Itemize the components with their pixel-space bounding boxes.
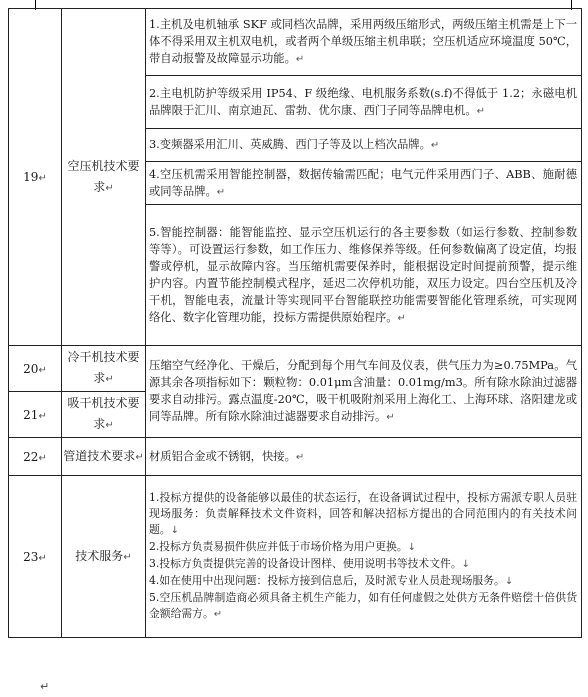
row-number: [9, 438, 62, 476]
row-title-text: 吸干机技术要求: [67, 396, 140, 431]
requirement-item: 5.智能控制器：能智能监控、显示空压机运行的各主要参数（如运行参数、控制参数等等）。可设置运行参数，如工作压力、维修保养等级。任何参数偏离了设定值，均报警或停机，显示故障内容。当压缩机需要保养时，能根据设定时间提前预警，提示维护内容。内置节能控制模式程序，延迟二次停机功能，双压力设定。四台空压机及冷干机，智能电表，流量计等实现同平台智能联控功能需要智能化管理系统，可实现网络化、数字化管理功能，投标方需提供原始程序。↵: [149, 225, 577, 324]
service-item: 3.投标方负责提供完善的设备设计图样、使用说明书等技术文件。↓: [149, 557, 471, 570]
service-item: 1.投标方提供的设备能够以最佳的状态运行，在设备调试过程中，投标方需派专职人员驻现场服务：负责解释技术文件资料，回答和解决招标方提出的合同范围内的有关技术问题。↓: [149, 491, 577, 536]
paragraph-mark-icon: ↵: [295, 54, 305, 65]
row-title-text: 空压机技术要求: [67, 158, 140, 194]
end-paragraph-mark-icon: ↵: [40, 680, 50, 693]
paragraph-mark-icon: ↵: [135, 451, 144, 463]
row-number-text: 21: [23, 407, 39, 422]
row-number-text: 23: [23, 549, 39, 564]
paragraph-mark-icon: ↵: [295, 451, 305, 463]
paragraph-mark-icon: ↵: [38, 364, 47, 376]
paragraph-mark-icon: ↵: [476, 105, 486, 117]
row-title: [62, 392, 146, 438]
row-number-text: 19: [23, 170, 39, 184]
row-title-text: 冷干机技术要求: [67, 350, 140, 385]
air-quality-spec-text: 压缩空气经净化、干燥后，分配到每个用气车间及仪表，供气压力为≥0.75MPa。气源其余各项指标如下：颗粒物：0.01μm含油量：0.01mg/m3。所有除水除油过滤器要求自动排污。露点温度-20℃，吸干机吸附剂采用上海化工、上海环球、洛阳建龙或同等品牌。所有除水除油过滤器要求自动排污。: [149, 359, 577, 423]
paragraph-mark-icon: ↵: [38, 173, 47, 184]
line-break-icon: ↓: [407, 542, 417, 553]
requirement-list: [146, 9, 581, 345]
pipe-spec-text: 材质铝合金或不锈钢，快接。: [149, 449, 296, 463]
paragraph-mark-icon: ↵: [105, 182, 114, 194]
requirement-item: 4.空压机需采用智能控制器，数据传输需匹配；电气元件采用西门子、ABB、施耐德或同等品牌。↵: [146, 162, 581, 205]
paragraph-mark-icon: ↵: [38, 552, 47, 564]
row-number-text: 20: [23, 361, 39, 376]
paragraph-mark-icon: ↵: [213, 609, 223, 620]
row-number: [9, 9, 62, 346]
row-title: [62, 9, 146, 346]
table-row-19: [9, 9, 582, 346]
row-title: [62, 476, 146, 638]
row-content: [146, 9, 582, 346]
paragraph-mark-icon: ↵: [430, 140, 440, 151]
paragraph-mark-icon: ↵: [397, 312, 406, 324]
requirement-item: 1.主机及电机轴承 SKF 或同档次品牌，采用两级压缩形式，两级压缩主机需是上下一体不得采用双主机双电机，或者两个单级压缩主机串联；空压机适应环境温度 50℃，带自动报警及故障显示功能。↵: [146, 9, 581, 76]
row-number: [9, 346, 62, 392]
row-content: [146, 476, 582, 638]
requirement-item: 2.主电机防护等级采用 IP54、F 级绝缘、电机服务系数(s.f)不得低于 1.2；永磁电机品牌限于汇川、南京迪瓦、雷勃、优尔康、西门子同等品牌电机。↵: [146, 76, 581, 129]
table-row-22: [9, 438, 582, 476]
paragraph-mark-icon: ↵: [123, 551, 132, 563]
spec-table: [8, 8, 582, 638]
table-row-23: [9, 476, 582, 638]
row-content: [146, 438, 582, 476]
row-title: [62, 346, 146, 392]
paragraph-mark-icon: ↵: [38, 452, 47, 464]
service-item: 4.如在使用中出现问题：投标方接到信息后，及时派专业人员赴现场服务。↓: [149, 574, 514, 587]
row-number-text: 22: [23, 449, 39, 464]
table-row-20: [9, 346, 582, 392]
line-break-icon: ↓: [170, 525, 179, 536]
paragraph-mark-icon: ↵: [105, 420, 114, 431]
row-title: [62, 438, 146, 476]
paragraph-mark-icon: ↵: [216, 186, 226, 198]
row-number: [9, 476, 62, 638]
service-item: 2.投标方负责易损件供应并低于市场价格为用户更换。↓: [149, 540, 417, 553]
row-title-text: 技术服务: [75, 548, 124, 563]
row-content-merged: [146, 346, 582, 438]
row-title-text: 管道技术要求: [63, 448, 136, 463]
line-break-icon: ↓: [461, 559, 471, 570]
paragraph-mark-icon: ↵: [38, 410, 47, 422]
service-item: 5.空压机品牌制造商必须具备主机生产能力，如有任何虚假之处供方无条件赔偿十倍供货金额给需方。↵: [149, 591, 577, 620]
paragraph-mark-icon: ↵: [105, 374, 114, 385]
row-number: [9, 392, 62, 438]
requirement-item: 3.变频器采用汇川、英威腾、西门子等及以上档次品牌。↵: [146, 129, 581, 162]
paragraph-mark-icon: ↵: [386, 412, 395, 423]
line-break-icon: ↓: [504, 576, 514, 587]
